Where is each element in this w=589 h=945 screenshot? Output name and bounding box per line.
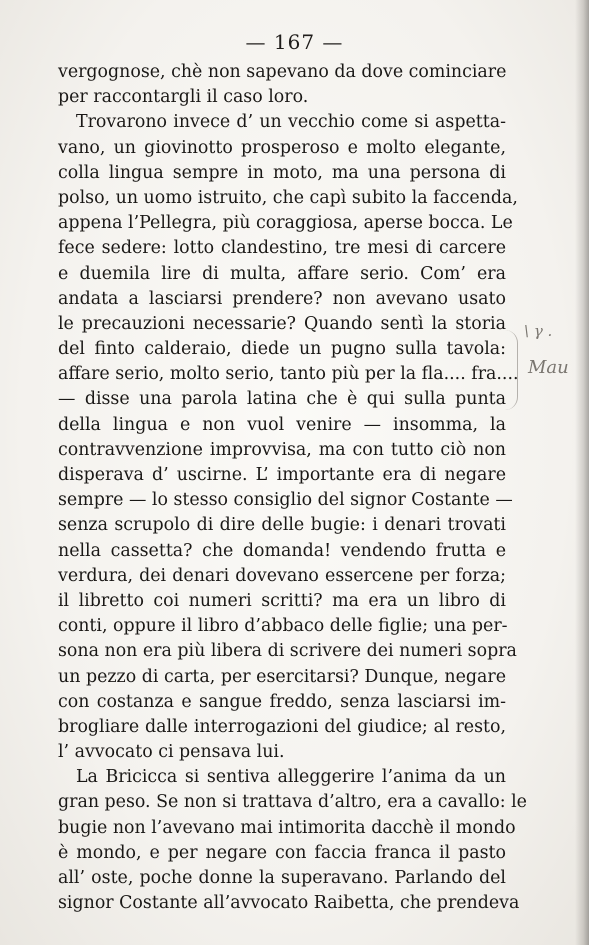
- text-line: conti, oppure il libro d’abbaco delle figlie; una per-: [58, 616, 508, 637]
- text-line: polso, un uomo istruito, che capì subito la faccenda,: [58, 187, 518, 208]
- text-line: senza scrupolo di dire delle bugie: i denari trovati: [58, 515, 506, 536]
- text-line: brogliare dalle interrogazioni del giudice; al resto,: [58, 716, 506, 737]
- text-line: bugie non l’avevano mai intimorita dacchè il mondo: [58, 817, 516, 838]
- text-line: La Bricicca si sentiva alleggerire l’anima da un: [76, 767, 506, 788]
- text-line: un pezzo di carta, per esercitarsi? Dunque, negare: [58, 666, 506, 687]
- text-line: il libretto coi numeri scritti? ma era un libro di: [58, 590, 506, 611]
- text-line: è mondo, e per negare con faccia franca il pasto: [58, 842, 506, 863]
- text-line: disperava d’ uscirne. L’ importante era di negare: [58, 465, 506, 485]
- text-line: — disse una parola latina che è qui sulla punta: [58, 389, 506, 410]
- margin-bracket: [505, 330, 518, 410]
- page-edge-shadow: [575, 0, 589, 945]
- text-line: fece sedere: lotto clandestino, tre mesi di carcere: [58, 238, 506, 259]
- text-line: all’ oste, poche donne la superavano. Parlando del: [58, 868, 506, 888]
- text-line: appena l’Pellegra, più coraggiosa, aperse bocca. Le: [58, 213, 513, 234]
- text-line: verdura, dei denari dovevano essercene per forza;: [58, 565, 506, 586]
- text-line: andata a lasciarsi prendere? non avevano usato: [58, 288, 506, 309]
- text-line: le precauzioni necessarie? Quando sentì la storia: [58, 313, 506, 334]
- text-line: e duemila lire di multa, affare serio. Com’ era: [58, 263, 506, 284]
- text-line: sempre — lo stesso consiglio del signor Costante —: [58, 490, 513, 511]
- page-number: — 167 —: [245, 30, 344, 54]
- text-line: Trovarono invece d’ un vecchio come si aspetta-: [76, 112, 506, 133]
- margin-note: \ γ .: [524, 322, 553, 340]
- text-line: affare serio, molto serio, tanto più per la fla.... fra....: [58, 364, 519, 385]
- text-line: signor Costante all’avvocato Raibetta, che prendeva: [58, 893, 520, 914]
- text-line: nella cassetta? che domanda! vendendo frutta e: [58, 540, 506, 561]
- text-line: sona non era più libera di scrivere dei numeri sopra: [58, 641, 517, 662]
- text-line: per raccontargli il caso loro.: [58, 87, 309, 108]
- margin-note: Mau: [528, 357, 569, 378]
- body-text: [58, 60, 527, 916]
- text-line: vergognose, chè non sapevano da dove cominciare: [58, 62, 507, 82]
- text-line: del finto calderaio, diede un pugno sulla tavola:: [58, 339, 506, 360]
- text-line: vano, un giovinotto prosperoso e molto elegante,: [58, 137, 506, 158]
- text-line: della lingua e non vuol venire — insomma, la: [58, 414, 506, 435]
- text-line: l’ avvocato ci pensava lui.: [58, 742, 285, 763]
- text-line: con costanza e sangue freddo, senza lasciarsi im-: [58, 691, 506, 712]
- text-line: gran peso. Se non si trattava d’altro, era a cavallo: le: [58, 792, 527, 813]
- text-line: colla lingua sempre in moto, ma una persona di: [58, 162, 506, 183]
- text-line: contravvenzione improvvisa, ma con tutto ciò non: [58, 439, 506, 460]
